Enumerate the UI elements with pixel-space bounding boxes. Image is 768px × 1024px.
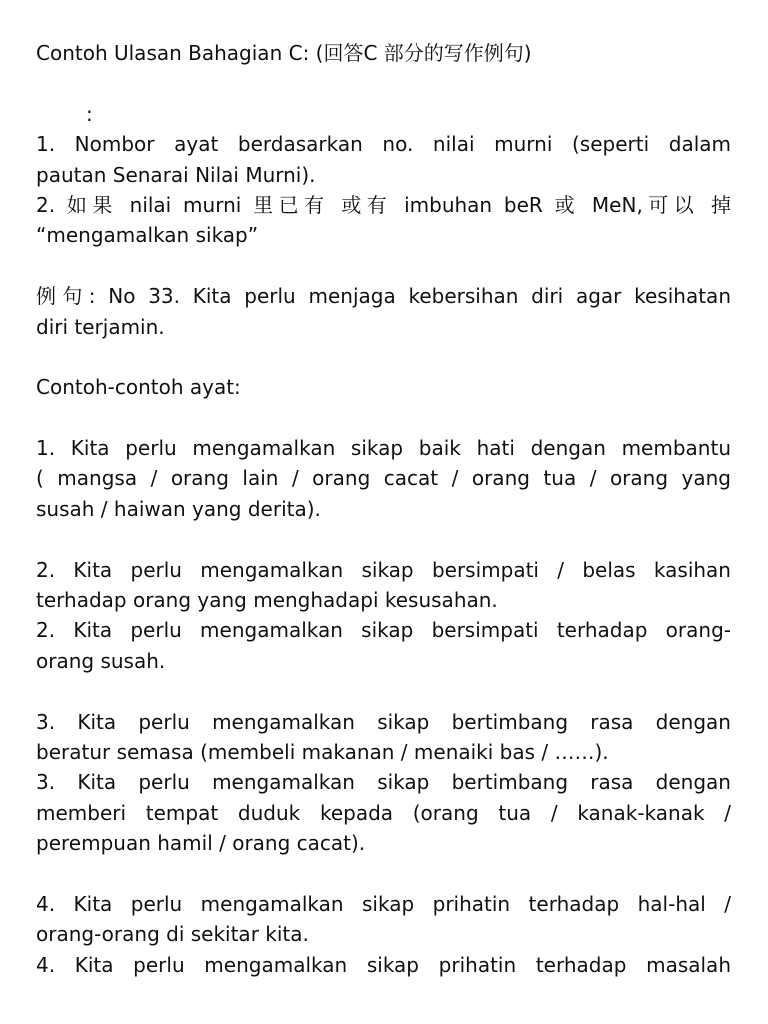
sentence-2b-line-2: orang susah. xyxy=(36,648,166,673)
sentence-3b-line-1: 3. Kita perlu mengamalkan sikap bertimbang rasa dengan xyxy=(36,770,731,795)
sentence-3b-line-2: memberi tempat duduk kepada (orang tua / kanak-kanak / xyxy=(36,800,731,825)
note-colon: : xyxy=(86,101,93,126)
example-line-1: 例句: No 33. Kita perlu menjaga kebersihan diri agar kesihatan xyxy=(36,284,731,309)
sentence-3a-line-1: 3. Kita perlu mengamalkan sikap bertimbang rasa dengan xyxy=(36,709,731,734)
rule-2-line-2: “mengamalkan sikap” xyxy=(36,223,259,248)
spacer xyxy=(36,524,731,554)
sentence-1-line-2: ( mangsa / orang lain / orang cacat / orang tua / orang yang xyxy=(36,466,731,491)
sentence-3a-line-2: beratur semasa (membeli makanan / menaiki bas / ……). xyxy=(36,739,609,764)
spacer xyxy=(36,859,731,889)
sentence-4a-line-2: orang-orang di sekitar kita. xyxy=(36,922,309,947)
spacer xyxy=(36,68,731,98)
spacer xyxy=(36,403,731,433)
sentence-1-line-1: 1. Kita perlu mengamalkan sikap baik hati dengan membantu xyxy=(36,436,731,461)
sentence-2a-line-2: terhadap orang yang menghadapi kesusahan. xyxy=(36,588,498,613)
example-line-2: diri terjamin. xyxy=(36,314,165,339)
section-heading: Contoh-contoh ayat: xyxy=(36,375,241,400)
sentence-4b-line-1: 4. Kita perlu mengamalkan sikap prihatin terhadap masalah xyxy=(36,952,731,977)
rule-2-line-1: 2. 如果 nilai murni 里已有 或有 imbuhan beR 或 MeN,可以 掉 xyxy=(36,192,731,217)
document-page xyxy=(36,38,731,980)
spacer xyxy=(36,251,731,281)
rule-1-line-2: pautan Senarai Nilai Murni). xyxy=(36,162,316,187)
sentence-2b-line-1: 2. Kita perlu mengamalkan sikap bersimpati terhadap orang- xyxy=(36,618,731,643)
spacer xyxy=(36,676,731,706)
rule-1-line-1: 1. Nombor ayat berdasarkan no. nilai murni (seperti dalam xyxy=(36,132,731,157)
spacer xyxy=(36,342,731,372)
sentence-4a-line-1: 4. Kita perlu mengamalkan sikap prihatin terhadap hal-hal / xyxy=(36,891,731,916)
sentence-3b-line-3: perempuan hamil / orang cacat). xyxy=(36,831,366,856)
document-title: Contoh Ulasan Bahagian C: (回答C 部分的写作例句) xyxy=(36,41,532,65)
sentence-2a-line-1: 2. Kita perlu mengamalkan sikap bersimpati / belas kasihan xyxy=(36,557,731,582)
sentence-1-line-3: susah / haiwan yang derita). xyxy=(36,496,321,521)
